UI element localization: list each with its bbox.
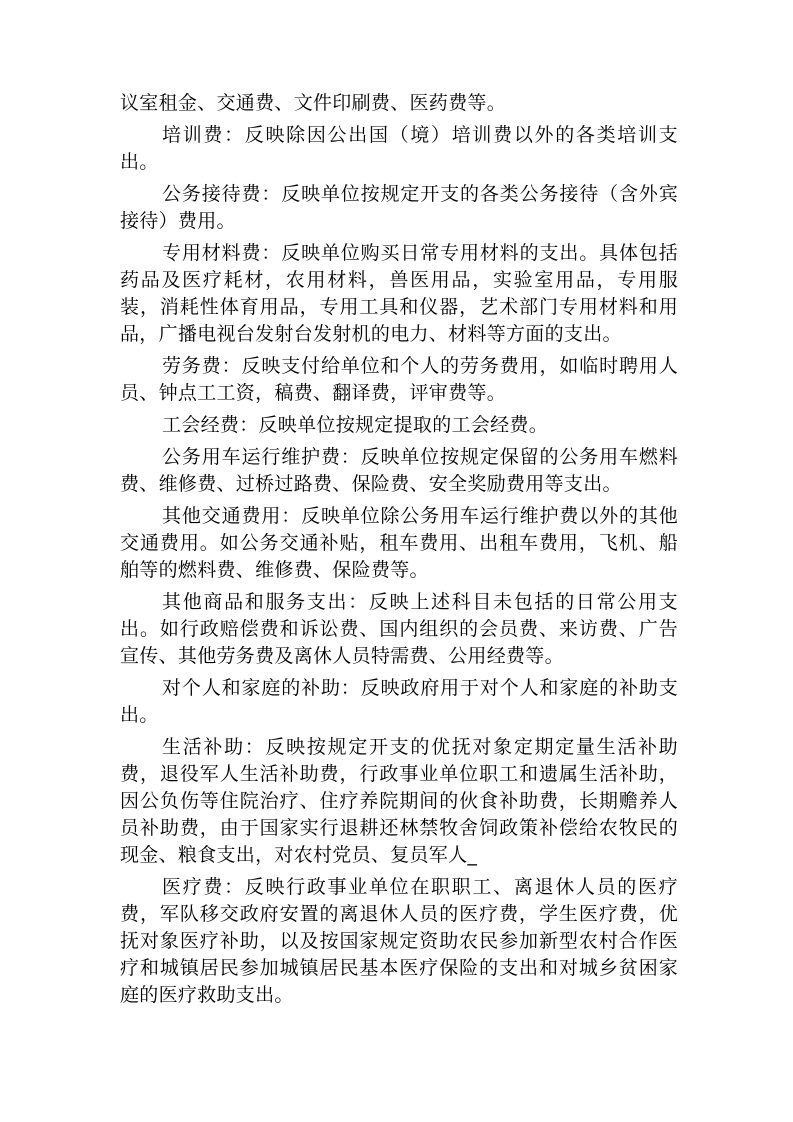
paragraph-labor-fee: 劳务费：反映支付给单位和个人的劳务费用，如临时聘用人员、钟点工工资，稿费、翻译费，评审费等。 [120,355,678,404]
paragraph-vehicle-maintenance-fee: 公务用车运行维护费：反映单位按规定保留的公务用车燃料费、维修费、过桥过路费、保险费、安全奖励费用等支出。 [120,446,678,495]
paragraph-special-materials-fee: 专用材料费：反映单位购买日常专用材料的支出。具体包括药品及医疗耗材，农用材料，兽医用品，实验室用品，专用服装，消耗性体育用品，专用工具和仪器，艺术部门专用材料和用品，广播电视台发射台发射机的电力、材料等方面的支出。 [120,242,678,345]
paragraph-living-subsidy: 生活补助：反映按规定开支的优抚对象定期定量生活补助费，退役军人生活补助费，行政事业单位职工和遗属生活补助，因公负伤等住院治疗、住疗养院期间的伙食补助费，长期赡养人员补助费，由于国家实行退耕还林禁牧舍饲政策补偿给农牧民的现金、粮食支出，对农村党员、复员军人_ [120,736,678,866]
document-body [120,90,678,1014]
paragraph-continuation: 议室租金、交通费、文件印刷费、医药费等。 [120,92,507,114]
paragraph-reception-fee: 公务接待费：反映单位按规定开支的各类公务接待（含外宾接待）费用。 [120,183,678,232]
paragraph-union-fee: 工会经费：反映单位按规定提取的工会经费。 [162,414,549,436]
paragraph-other-transport-fee: 其他交通费用：反映单位除公务用车运行维护费以外的其他交通费用。如公务交通补贴，租车费用、出租车费用，飞机、船舶等的燃料费、维修费、保险费等。 [120,505,678,581]
paragraph-training-fee: 培训费：反映除因公出国（境）培训费以外的各类培训支出。 [120,124,678,173]
paragraph-other-goods-services: 其他商品和服务支出：反映上述科目未包括的日常公用支出。如行政赔偿费和诉讼费、国内组织的会员费、来访费、广告宣传、其他劳务费及离休人员特需费、公用经费等。 [120,591,678,667]
paragraph-household-subsidy: 对个人和家庭的补助：反映政府用于对个人和家庭的补助支出。 [120,677,678,726]
paragraph-medical-fee: 医疗费：反映行政事业单位在职职工、离退休人员的医疗费，军队移交政府安置的离退休人员的医疗费，学生医疗费，优抚对象医疗补助，以及按国家规定资助农民参加新型农村合作医疗和城镇居民参加城镇居民基本医疗保险的支出和对城乡贫困家庭的医疗救助支出。 [120,876,678,1006]
